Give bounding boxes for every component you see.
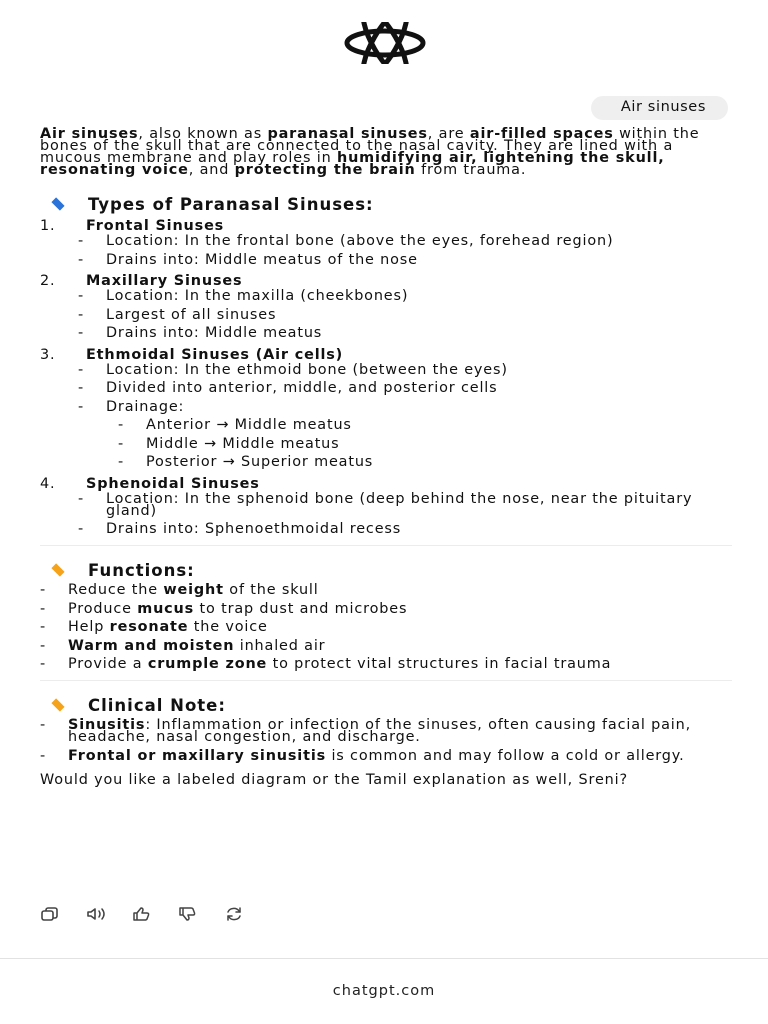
list-item: - Help resonate the voice (40, 619, 268, 635)
list-item: - Location: In the ethmoid bone (between the eyes) (78, 361, 508, 378)
list-item: - Provide a crumple zone to protect vital structures in facial trauma (40, 656, 612, 672)
list-item: - Sinusitis: Inflammation or infection of the sinuses, often causing facial pain, headache, nasal congestion, and discharge. (40, 717, 692, 745)
sinus-item-ethmoidal: 3. Ethmoidal Sinuses (Air cells) - Location: In the ethmoid bone (between the eyes) - Divided into anterior, middle, and posterior cells - Drainage: - Anterior → Middle meatus - Middle → Middle meatus - Posterior → Superior meatus (40, 346, 732, 469)
sinus-title: Sphenoidal Sinuses (86, 475, 260, 492)
read-aloud-icon[interactable] (86, 906, 110, 922)
list-item: - Middle → Middle meatus (118, 435, 340, 452)
list-item: - Posterior → Superior meatus (118, 454, 374, 470)
sinus-title: Ethmoidal Sinuses (Air cells) (86, 346, 344, 363)
copy-icon[interactable] (40, 906, 64, 922)
sinus-title: Maxillary Sinuses (86, 273, 243, 289)
thumbs-down-icon[interactable] (178, 906, 202, 922)
divider (40, 680, 732, 681)
list-item: - Location: In the sphenoid bone (deep behind the nose, near the pituitary gland) (78, 490, 693, 519)
orange-diamond-icon (51, 563, 64, 576)
assistant-response (40, 128, 732, 800)
orange-diamond-icon (51, 698, 64, 711)
list-item: - Frontal or maxillary sinusitis is common and may follow a cold or allergy. (40, 747, 685, 764)
list-item: - Drainage: (78, 398, 185, 415)
regenerate-icon[interactable] (224, 906, 248, 922)
url-domain[interactable]: chatgpt.com (332, 983, 436, 999)
types-heading: Types of Paranasal Sinuses: (40, 192, 732, 216)
list-item: - Drains into: Middle meatus (78, 325, 323, 341)
intro-paragraph: Air sinuses, also known as paranasal sinuses, are air-filled spaces within the bones of the skull that are connected to the nasal cavity. They are lined with a mucous membrane and play roles in humidifying air, lightening the skull, resonating voice, and protecting the brain from trauma. (40, 126, 700, 178)
list-item: - Anterior → Middle meatus (118, 417, 352, 433)
divider (40, 545, 732, 546)
closing-question: Would you like a labeled diagram or the Tamil explanation as well, Sreni? (40, 771, 628, 788)
list-item: - Largest of all sinuses (78, 306, 277, 323)
thumbs-up-icon[interactable] (132, 906, 156, 922)
footer-divider (0, 958, 768, 959)
sinus-item-frontal: 1. Frontal Sinuses - Location: In the frontal bone (above the eyes, forehead region) - Drains into: Middle meatus of the nose (40, 217, 732, 266)
sinus-item-maxillary: 2. Maxillary Sinuses - Location: In the maxilla (cheekbones) - Largest of all sinuses - Drains into: Middle meatus (40, 272, 732, 339)
clinical-note-heading: Clinical Note: (40, 693, 732, 717)
list-item: - Warm and moisten inhaled air (40, 637, 326, 654)
functions-heading: Functions: (40, 558, 732, 582)
sinus-title: Frontal Sinuses (86, 218, 225, 234)
list-item: - Divided into anterior, middle, and posterior cells (78, 380, 498, 396)
list-item: - Produce mucus to trap dust and microbes (40, 600, 408, 617)
openai-logo-icon (330, 22, 440, 64)
list-item: - Drains into: Sphenoethmoidal recess (78, 521, 402, 537)
blue-diamond-icon (51, 197, 64, 210)
list-item: - Location: In the frontal bone (above the eyes, forehead region) (78, 233, 614, 249)
message-actions (40, 906, 248, 922)
list-item: - Drains into: Middle meatus of the nose (78, 251, 418, 268)
sinus-item-sphenoidal: 4. Sphenoidal Sinuses - Location: In the sphenoid bone (deep behind the nose, near the pituitary gland) - Drains into: Sphenoethmoidal recess (40, 475, 732, 536)
user-message-bubble: Air sinuses (591, 96, 728, 120)
list-item: - Location: In the maxilla (cheekbones) (78, 288, 409, 304)
list-item: - Reduce the weight of the skull (40, 582, 319, 598)
